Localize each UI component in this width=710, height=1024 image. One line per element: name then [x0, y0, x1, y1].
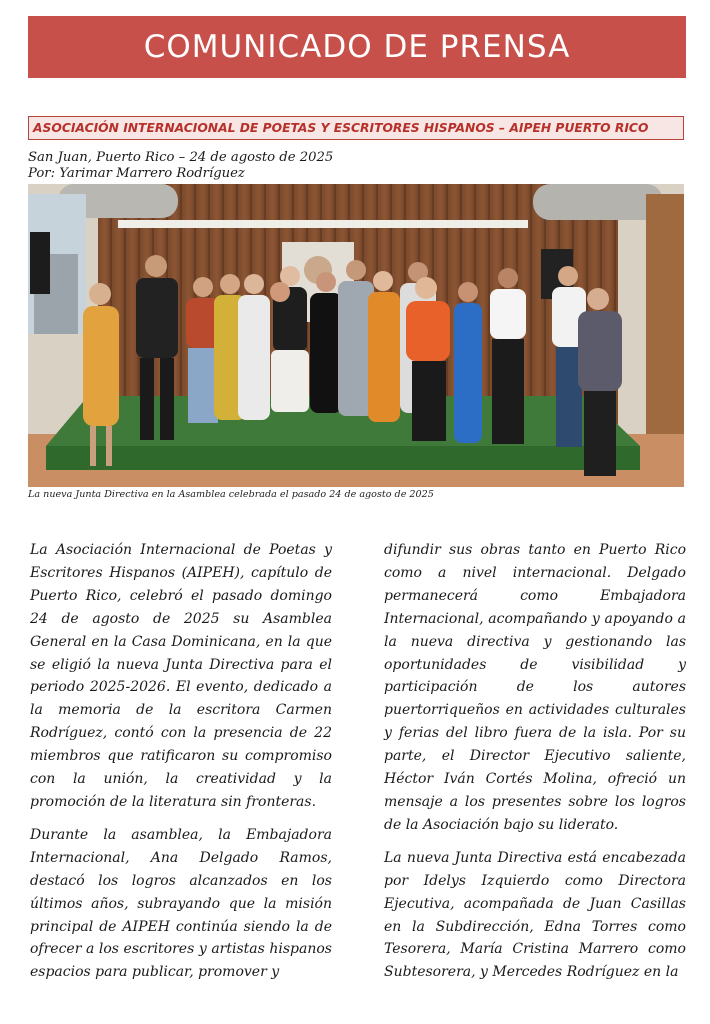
group-photo — [28, 184, 684, 487]
article-paragraph: La Asociación Internacional de Poetas y Escritores Hispanos (AIPEH), capítulo de Puerto Rico, celebró el pasado domingo 24 de agosto de 2025 su Asamblea General en la Casa Dominicana, en la que se eligió la nueva Junta Directiva para el periodo 2025-2026. El evento, dedicado a la memoria de la escritora Carmen Rodríguez, contó con la presencia de 22 miembros que ratificaron su compromiso con la unión, la creatividad y la promoción de la literatura sin fronteras. — [30, 542, 332, 810]
group-photo-illustration — [28, 184, 684, 487]
organization-header — [28, 116, 684, 140]
article-meta — [28, 150, 333, 182]
press-release-banner — [28, 16, 686, 78]
article-paragraph: La nueva Junta Directiva está encabezada por Idelys Izquierdo como Directora Ejecutiva, acompañada de Juan Casillas en la Subdirección, Edna Torres como Tesorera, María Cristina Marrero como Subtesorera, y Mercedes Rodríguez en la — [384, 849, 686, 981]
photo-caption: La nueva Junta Directiva en la Asamblea celebrada el pasado 24 de agosto de 2025 — [28, 489, 434, 500]
banner-title: COMUNICADO DE PRENSA — [143, 29, 571, 65]
dateline: San Juan, Puerto Rico – 24 de agosto de 2025 — [28, 150, 334, 165]
article-column-right — [384, 539, 686, 994]
organization-name: ASOCIACIÓN INTERNACIONAL DE POETAS Y ESCRITORES HISPANOS – AIPEH PUERTO RICO — [33, 121, 649, 135]
article-column-left — [30, 539, 332, 994]
byline: Por: Yarimar Marrero Rodríguez — [28, 166, 245, 181]
article-paragraph: Durante la asamblea, la Embajadora Internacional, Ana Delgado Ramos, destacó los logros alcanzados en los últimos años, subrayando que la misión principal de AIPEH continúa siendo la de ofrecer a los escritores y artistas hispanos espacios para publicar, promover y — [30, 826, 332, 981]
article-paragraph: difundir sus obras tanto en Puerto Rico como a nivel internacional. Delgado permanecerá como Embajadora Internacional, acompañando y apoyando a la nueva directiva y gestionando las oportunidades de visibilidad y participación de los autores puertorriqueños en actividades culturales y ferias del libro fuera de la isla. Por su parte, el Director Ejecutivo saliente, Héctor Iván Cortés Molina, ofreció un mensaje a los presentes sobre los logros de la Asociación bajo su liderato. — [384, 542, 686, 833]
